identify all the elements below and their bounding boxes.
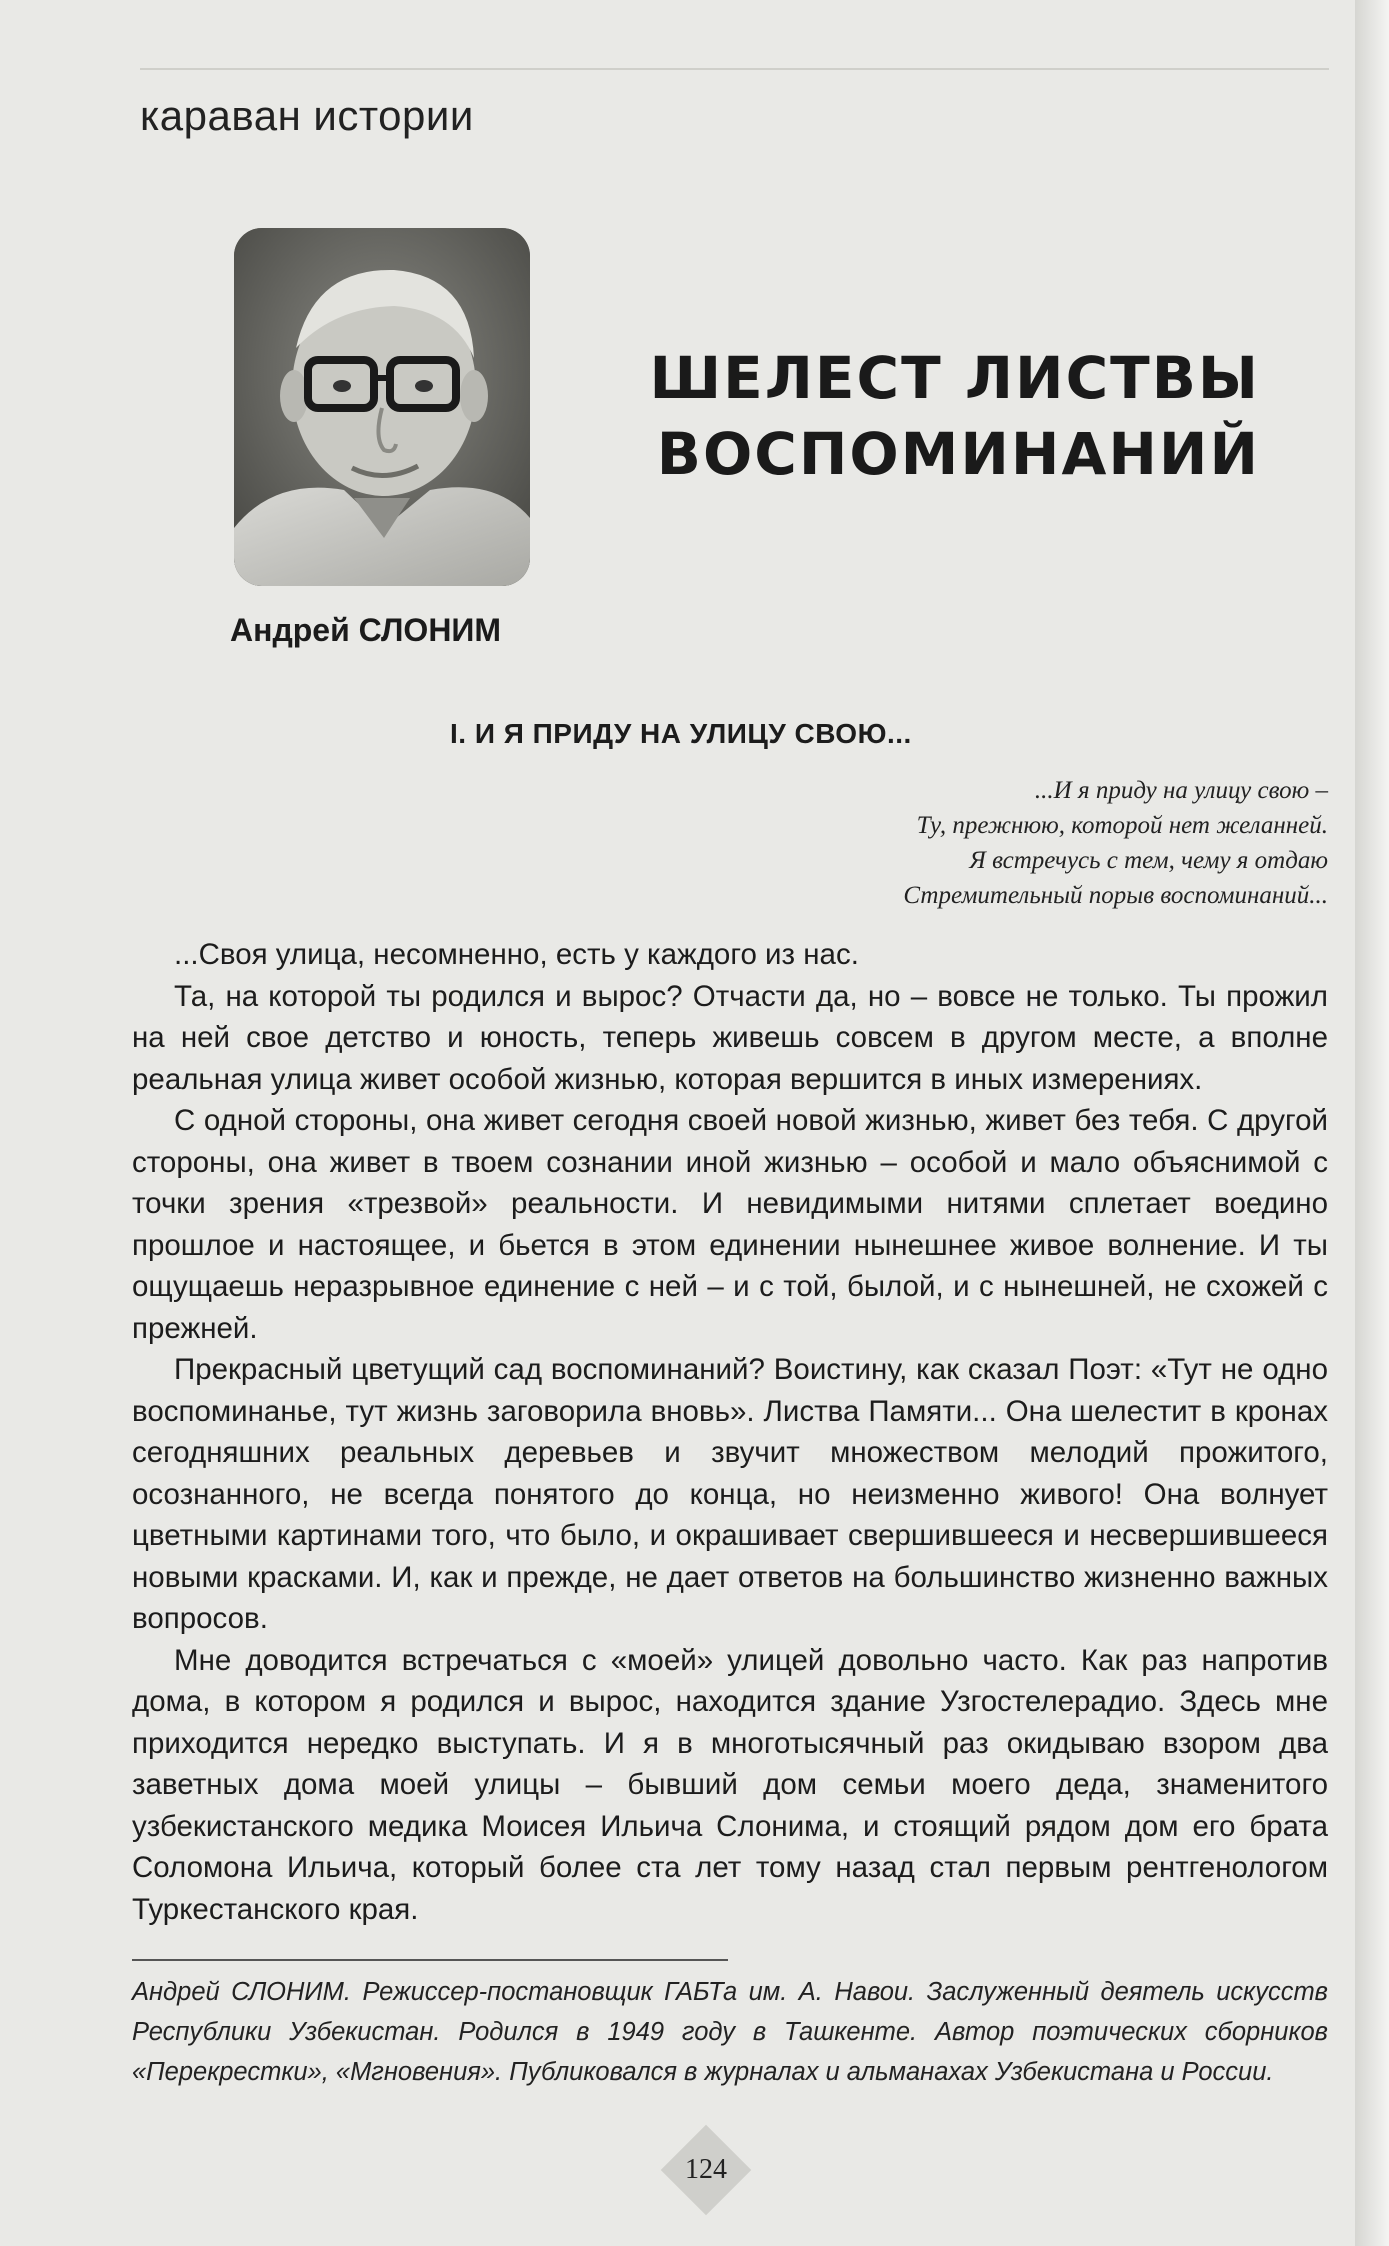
paragraph: Прекрасный цветущий сад воспоминаний? Воистину, как сказал Поэт: «Тут не одно воспоминанье, тут жизнь заговорила вновь». Листва Памяти... Она шелестит в кронах сегодняшних реальных деревьев и звучит множеством мелодий прожитого, осознанного, не всегда понятого до конца, но неизменно живого! Она волнует цветными картинами того, что было, и окрашивает свершившееся и несвершившееся новыми красками. И, как и прежде, не дает ответов на большинство жизненно важных вопросов. — [132, 1353, 1328, 1635]
title-line-2: ВОСПОМИНАНИЙ — [656, 420, 1260, 488]
paragraph: Мне доводится встречаться с «моей» улицей довольно часто. Как раз напротив дома, в котором я родился и вырос, находится здание Узгостелерадио. Здесь мне приходится нередко выступать. И я в многотысячный раз окидываю взором два заветных дома моей улицы – бывший дом семьи моего деда, знаменитого узбекистанского медика Моисея Ильича Слонима, и стоящий рядом дом его брата Соломона Ильича, который более ста лет тому назад стал первым рентгенологом Туркестанского края. — [132, 1643, 1328, 1926]
page-edge — [1355, 0, 1389, 2246]
author-photo — [234, 228, 530, 586]
epigraph-line: Ту, прежнюю, которой нет желанней. — [916, 812, 1328, 839]
article-title — [640, 340, 1260, 492]
paragraph: Та, на которой ты родился и вырос? Отчасти да, но – вовсе не только. Ты прожил на ней свое детство и юность, теперь живешь совсем в другом месте, а вполне реальная улица живет особой жизнью, которая вершится в иных измерениях. — [132, 979, 1328, 1096]
running-head: караван истории — [140, 92, 474, 139]
epigraph-line: Я встречусь с тем, чему я отдаю — [969, 847, 1328, 874]
paragraph: ...Своя улица, несомненно, есть у каждого из нас. — [174, 938, 859, 971]
section-heading: I. И Я ПРИДУ НА УЛИЦУ СВОЮ... — [450, 718, 912, 749]
epigraph — [608, 773, 1328, 913]
author-caption: Андрей СЛОНИМ — [230, 612, 502, 648]
paragraph: С одной стороны, она живет сегодня своей новой жизнью, живет без тебя. С другой стороны, она живет в твоем сознании иной жизнью – особой и мало объяснимой с точки зрения «трезвой» реальности. И невидимыми нитями сплетает воедино прошлое и настоящее, и бьется в этом единении нынешнее живое волнение. И ты ощущаешь неразрывное единение с ней – и с той, былой, и с нынешней, не схожей с прежней. — [132, 1104, 1328, 1345]
author-portrait-image — [234, 228, 530, 586]
header-rule — [140, 68, 1329, 70]
title-line-1: ШЕЛЕСТ ЛИСТВЫ — [649, 344, 1260, 412]
epigraph-line: Стремительный порыв воспоминаний... — [903, 882, 1328, 909]
footnote-rule — [132, 1959, 728, 1961]
page-number: 124 — [646, 2142, 766, 2198]
article-body — [132, 934, 1328, 1930]
author-footnote: Андрей СЛОНИМ. Режиссер-постановщик ГАБТа им. А. Навои. Заслуженный деятель искусств Республики Узбекистан. Родился в 1949 году в Ташкенте. Автор поэтических сборников «Перекрестки», «Мгновения». Публиковался в журналах и альманахах Узбекистана и России. — [132, 1978, 1328, 2086]
epigraph-line: ...И я приду на улицу свою – — [1034, 777, 1328, 804]
